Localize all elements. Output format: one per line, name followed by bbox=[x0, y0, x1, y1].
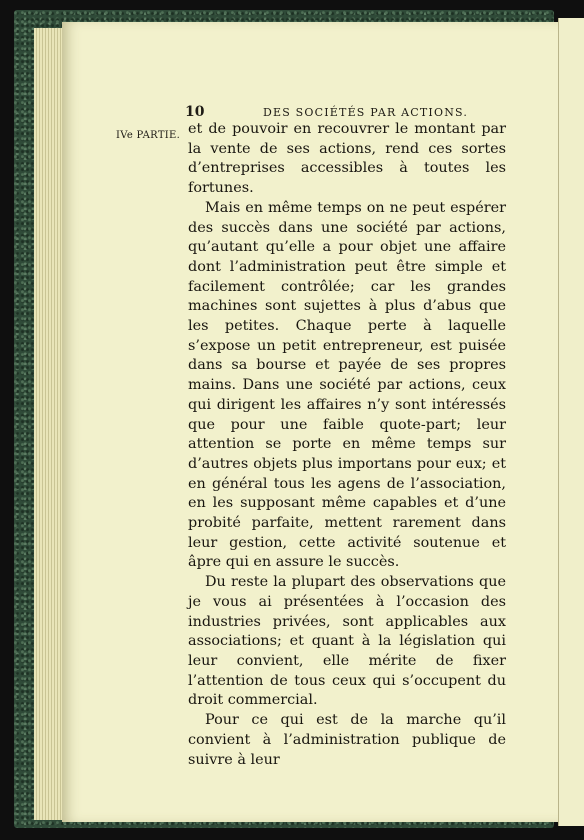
paragraph: et de pouvoir en recouvrer le montant par la vente de ses actions, rend ces sortes d’entreprises accessibles à toutes les fortunes. bbox=[188, 121, 506, 197]
paragraph: Du reste la plupart des observations que je vous ai présentées à l’occasion des industries privées, sont applicables aux associations; et quant à la législation qui leur convient, elle mérite de fixer l’attention de tous ceux qui s’occupent du droit commercial. bbox=[188, 574, 506, 709]
facing-page-edge bbox=[558, 18, 584, 826]
running-title: DES SOCIÉTÉS PAR ACTIONS. bbox=[263, 106, 469, 119]
paragraph: Mais en même temps on ne peut espérer des succès dans une société par actions, qu’autant qu’elle a pour objet une affaire dont l’administration peut être simple et facilement contrôlée; car les grandes machines sont sujettes à plus d’abus que les petites. Chaque perte à laquelle s’expose un petit entrepreneur, est puisée dans sa bourse et payée de ses propres mains. Dans une société par actions, ceux qui dirigent les affaires n’y sont intéressés que pour une faible quote-part; leur attention se porte en même temps sur d’autres objets plus importans pour eux; et en général tous les agens de l’association, en les supposant même capables et d’une probité parfaite, mettent rarement dans leur gestion, cette activité soutenue et âpre qui en assure le succès. bbox=[188, 199, 506, 571]
paragraph: Pour ce qui est de la marche qu’il convient à l’administration publique de suivre à leur bbox=[188, 712, 506, 768]
body-text bbox=[188, 120, 506, 770]
margin-note: IVe PARTIE. bbox=[116, 130, 181, 141]
page-number: 10 bbox=[185, 104, 205, 120]
